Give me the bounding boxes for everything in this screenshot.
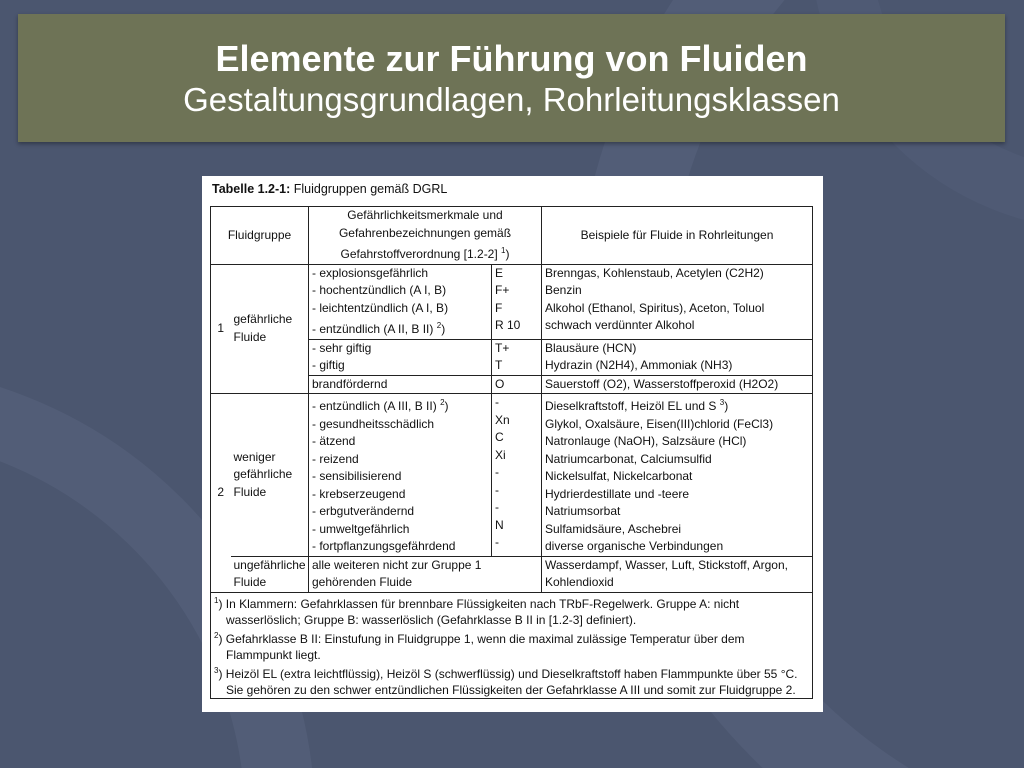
footnotes bbox=[211, 592, 813, 698]
group1-b-codes: T+ T bbox=[492, 339, 542, 375]
slide-subtitle: Gestaltungsgrundlagen, Rohrleitungsklassen bbox=[183, 81, 840, 118]
table-caption bbox=[212, 182, 813, 196]
fluid-group-table bbox=[210, 206, 813, 699]
header-group: Fluidgruppe bbox=[211, 207, 309, 265]
group2-b-examples: Wasserdampf, Wasser, Luft, Stickstoff, Argon, Kohlendioxid bbox=[542, 556, 813, 592]
group2-row-a bbox=[211, 394, 813, 557]
group1-b-examples: Blausäure (HCN) Hydrazin (N2H4), Ammoniak (NH3) bbox=[542, 339, 813, 375]
group2-b-features: alle weiteren nicht zur Gruppe 1 gehörenden Fluide bbox=[309, 556, 542, 592]
group1-a-codes: E F+ F R 10 bbox=[492, 264, 542, 339]
table-image bbox=[202, 176, 823, 712]
header-examples: Beispiele für Fluide in Rohrleitungen bbox=[542, 207, 813, 265]
group1-name: gefährliche Fluide bbox=[231, 264, 309, 394]
group2-name: weniger gefährliche Fluide bbox=[231, 394, 309, 557]
table-caption-label: Tabelle 1.2-1: bbox=[212, 182, 291, 196]
header-features: Gefährlichkeitsmerkmale und Gefahrenbezeichnungen gemäß Gefahrstoffverordnung [1.2-2] $^1$) bbox=[309, 207, 542, 265]
table-caption-text: Fluidgruppen gemäß DGRL bbox=[293, 182, 448, 196]
footnotes-row bbox=[211, 592, 813, 698]
group1-c-examples: Sauerstoff (O2), Wasserstoffperoxid (H2O2) bbox=[542, 375, 813, 394]
title-band bbox=[18, 14, 1005, 142]
group2-a-examples: Dieselkraftstoff, Heizöl EL und S $^3$) Glykol, Oxalsäure, Eisen(III)chlorid (FeCl3) Natronlauge (NaOH), Salzsäure (HCl) Natriumcarbonat, Calciumsulfid Nickelsulfat, Nickelcarbonat Hydrierdestillate und -teere Natriumsorbat Sulfamidsäure, Aschebrei diverse organische Verbindungen bbox=[542, 394, 813, 557]
group1-a-features: - explosionsgefährlich - hochentzündlich (A I, B) - leichtentzündlich (A I, B) - entzündlich (A II, B II) $^2$) bbox=[309, 264, 492, 339]
group1-row-a bbox=[211, 264, 813, 339]
group2-number: 2 bbox=[211, 394, 231, 593]
group2-b-name: ungefährliche Fluide bbox=[231, 556, 309, 592]
slide-title: Elemente zur Führung von Fluiden bbox=[215, 38, 808, 79]
group2-row-b bbox=[211, 556, 813, 592]
footnote-1: $^1$) In Klammern: Gefahrklassen für brennbare Flüssigkeiten nach TRbF-Regelwerk. Gruppe A: nicht wasserlöslich; Gruppe B: wasserlöslich (Gefahrklasse B II in [1.2-3] definiert). bbox=[214, 595, 740, 627]
header-row bbox=[211, 207, 813, 265]
group1-b-features: - sehr giftig - giftig bbox=[309, 339, 492, 375]
footnote-3: $^3$) Heizöl EL (extra leichtflüssig), Heizöl S (schwerflüssig) und Dieselkraftstoff haben Flammpunkte über 55 °C. Sie gehören zu den schwer entzündlichen Flüssigkeiten der Gefahrklasse A III und somit zur Fluidgruppe 2. bbox=[214, 665, 798, 697]
group2-a-codes: - Xn C Xi - - - N - bbox=[492, 394, 542, 557]
group1-a-examples: Brenngas, Kohlenstaub, Acetylen (C2H2) Benzin Alkohol (Ethanol, Spiritus), Aceton, Toluol schwach verdünnter Alkohol bbox=[542, 264, 813, 339]
group2-a-features: - entzündlich (A III, B II) $^2$) - gesundheitsschädlich - ätzend - reizend - sensibilisierend - krebserzeugend - erbgutverändernd - umweltgefährlich - fortpflanzungsgefährdend bbox=[309, 394, 492, 557]
group1-c-features: brandfördernd bbox=[309, 375, 492, 394]
footnote-2: $^2$) Gefahrklasse B II: Einstufung in Fluidgruppe 1, wenn die maximal zulässige Temperatur über dem Flammpunkt liegt. bbox=[214, 630, 745, 662]
group1-number: 1 bbox=[211, 264, 231, 394]
group1-c-code: O bbox=[492, 375, 542, 394]
